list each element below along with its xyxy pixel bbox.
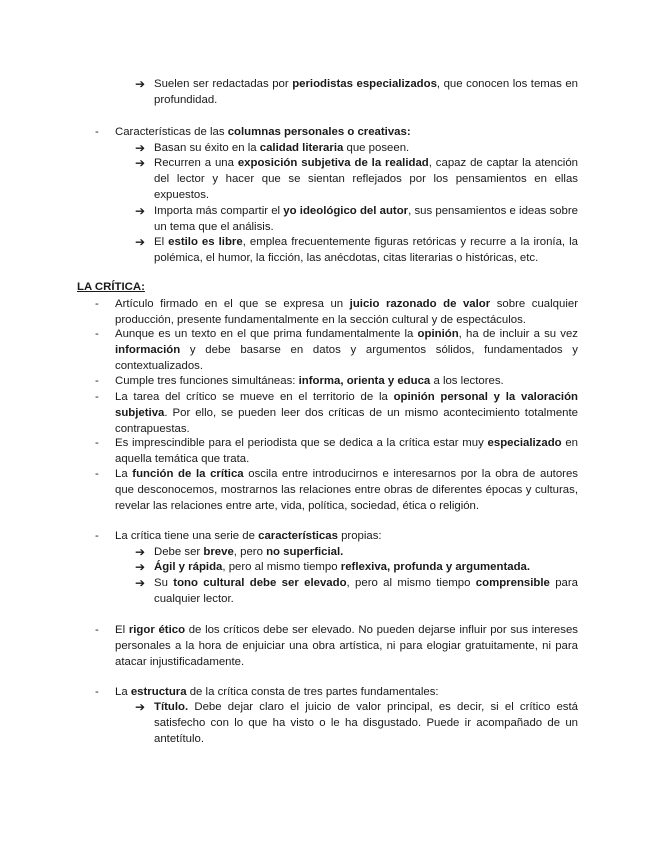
arrow-bullet-icon: ➔ [135,141,146,155]
dash-bullet: - [95,391,99,403]
estructura-sub-item: Título. Debe dejar claro el juicio de valor principal, es decir, si el crítico está satisfecho con lo que ha visto o le ha disgustado. Puede ir acompañado de un antetítulo. [154,701,578,745]
critica-item: La tarea del crítico se mueve en el territorio de la opinión personal y la valoración subjetiva. Por ello, se pueden leer dos críticas de un mismo acontecimiento totalmente contrapuestas. [115,391,578,435]
columnas-sub-item: Basan su éxito en la calidad literaria que poseen. [154,142,410,154]
columnas-sub-item: Recurren a una exposición subjetiva de la realidad, capaz de captar la atención del lector y hacer que se sientan reflejados por los pensamientos en ellas expuestos. [154,157,578,201]
section-heading: LA CRÍTICA: [77,281,145,293]
dash-bullet: - [95,468,99,480]
critica-item: Cumple tres funciones simultáneas: informa, orienta y educa a los lectores. [115,375,504,387]
dash-bullet: - [95,437,99,449]
arrow-bullet-icon: ➔ [135,700,146,714]
critica-item: La función de la crítica oscila entre introducirnos e interesarnos por la obra de autores que desconocemos, mostrarnos las relaciones entre obras de diferentes épocas y culturas, revelar las relaciones entre arte, vida, política, sociedad, ética o religión. [115,468,578,512]
dash-bullet: - [95,686,99,698]
columnas-sub-item: Importa más compartir el yo ideológico del autor, sus pensamientos e ideas sobre un tema que el análisis. [154,205,578,233]
critica-item: Es imprescindible para el periodista que se dedica a la crítica estar muy especializado en aquella temática que trata. [115,437,578,465]
columnas-item: Características de las columnas personales o creativas: [115,126,411,138]
dash-bullet: - [95,298,99,310]
caracteristicas-item: La crítica tiene una serie de características propias: [115,530,382,542]
critica-item: Aunque es un texto en el que prima fundamentalmente la opinión, ha de incluir a su vez información y debe basarse en datos y argumentos sólidos, fundamentados y contextualizados. [115,328,578,372]
caracteristicas-sub-item: Ágil y rápida, pero al mismo tiempo reflexiva, profunda y argumentada. [154,561,531,573]
arrow-bullet-icon: ➔ [135,545,146,559]
arrow-bullet-icon: ➔ [135,77,146,91]
columnas-sub-item: El estilo es libre, emplea frecuentemente figuras retóricas y recurre a la ironía, la polémica, el humor, la ficción, las anécdotas, citas literarias o históricas, etc. [154,236,578,264]
intro-arrow-item: Suelen ser redactadas por periodistas especializados, que conocen los temas en profundidad. [154,78,578,106]
arrow-bullet-icon: ➔ [135,235,146,249]
estructura-item: La estructura de la crítica consta de tres partes fundamentales: [115,686,439,698]
dash-bullet: - [95,530,99,542]
arrow-bullet-icon: ➔ [135,204,146,218]
arrow-bullet-icon: ➔ [135,576,146,590]
dash-bullet: - [95,624,99,636]
caracteristicas-sub-item: Debe ser breve, pero no superficial. [154,546,344,558]
arrow-bullet-icon: ➔ [135,560,146,574]
arrow-bullet-icon: ➔ [135,156,146,170]
dash-bullet: - [95,375,99,387]
rigor-item: El rigor ético de los críticos debe ser elevado. No pueden dejarse influir por sus intereses personales a la hora de enjuiciar una obra artística, ni para elogiar gratuitamente, ni para atacar injustificadamente. [115,624,578,668]
dash-bullet: - [95,126,99,138]
caracteristicas-sub-item: Su tono cultural debe ser elevado, pero al mismo tiempo comprensible para cualquier lector. [154,577,578,605]
critica-item: Artículo firmado en el que se expresa un juicio razonado de valor sobre cualquier producción, presente fundamentalmente en la sección cultural y de espectáculos. [115,298,578,326]
dash-bullet: - [95,328,99,340]
